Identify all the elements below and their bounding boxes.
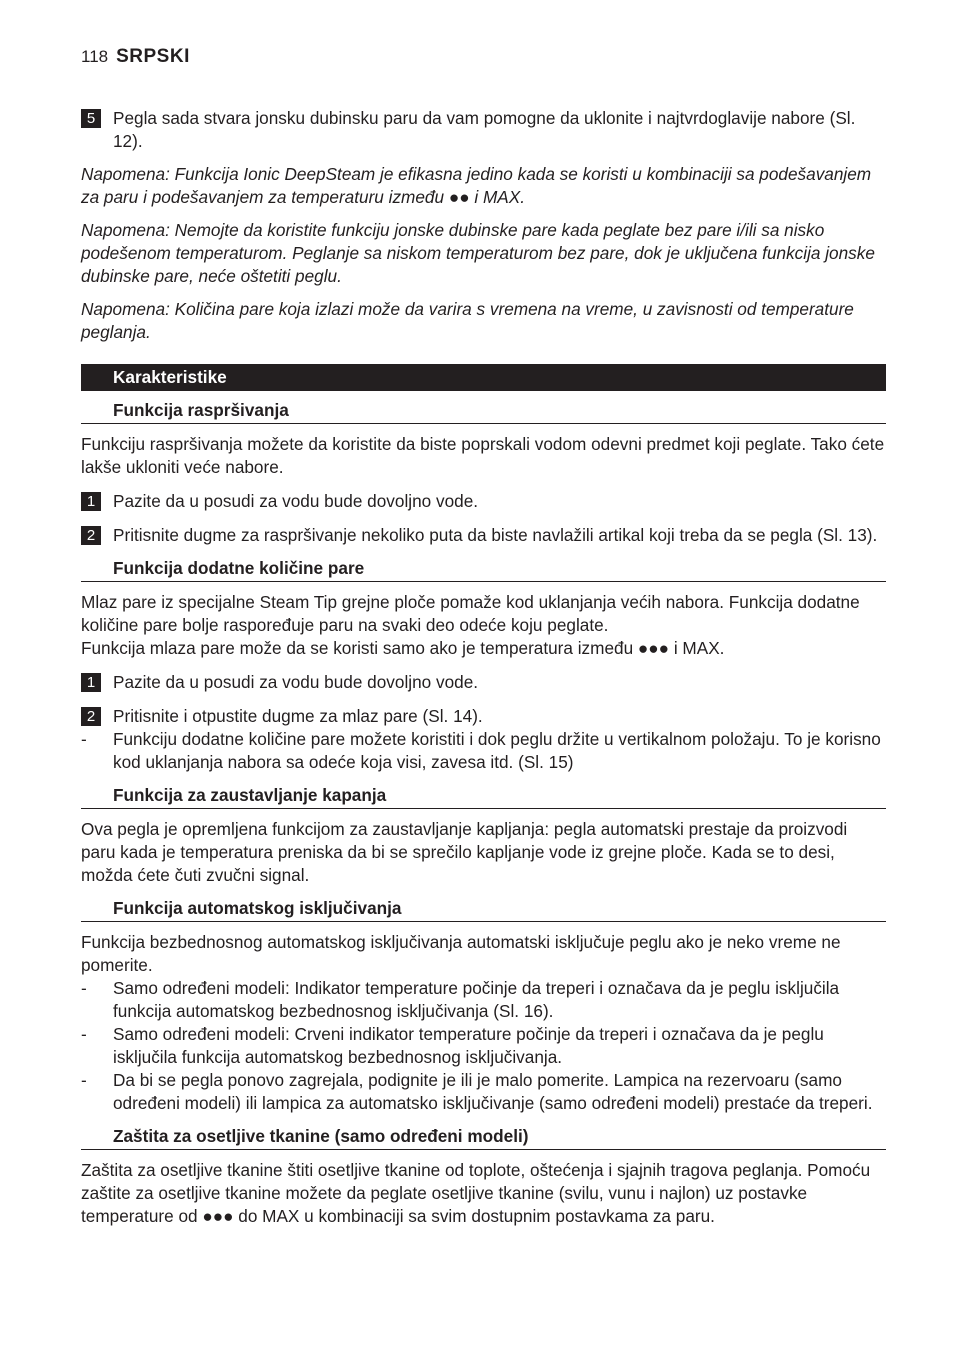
subsection-title: Funkcija dodatne količine pare — [81, 557, 886, 582]
step-number: 2 — [81, 526, 101, 545]
dash-text: Da bi se pegla ponovo zagrejala, podignite je ili je malo pomerite. Lampica na rezervoaru (samo određeni modeli) ili lampica za automatsko isključivanje (samo određeni modeli) prestaće da treperi. — [113, 1070, 873, 1113]
language-label: SRPSKI — [116, 46, 190, 67]
dash-item: - Funkciju dodatne količine pare možete koristiti i dok peglu držite u vertikalnom položaju. To je korisno kod uklanjanja nabora sa odeće koja visi, zavesa itd. (Sl. 15) — [81, 728, 886, 774]
step-item — [81, 490, 886, 513]
step-number: 1 — [81, 492, 101, 511]
subsection-title: Funkcija automatskog isključivanja — [81, 897, 886, 922]
note: Napomena: Nemojte da koristite funkciju jonske dubinske pare kada peglate bez pare i/ili sa nisko podešenom temperaturom. Peglanje sa niskom temperaturom bez pare, dok je uključena funkcija jonske dubinske pare, neće oštetiti peglu. — [81, 220, 875, 286]
step-number: 2 — [81, 707, 101, 726]
dash-text: Samo određeni modeli: Indikator temperature počinje da treperi i označava da je peglu isključila funkcija automatskog bezbednosnog isključivanja (Sl. 16). — [113, 978, 840, 1021]
manual-page — [81, 46, 886, 1228]
dash-item: - Samo određeni modeli: Crveni indikator temperature počinje da treperi i označava da je peglu isključila funkcija automatskog bezbednosnog isključivanja. — [81, 1023, 886, 1069]
step-text: Pritisnite dugme za raspršivanje nekoliko puta da biste navlažili artikal koji treba da se pegla (Sl. 13). — [113, 525, 878, 545]
step-number: 5 — [81, 109, 101, 128]
dash-item: - Samo određeni modeli: Indikator temperature počinje da treperi i označava da je peglu isključila funkcija automatskog bezbednosnog isključivanja (Sl. 16). — [81, 977, 886, 1023]
dash-item: - Da bi se pegla ponovo zagrejala, podignite je ili je malo pomerite. Lampica na rezervoaru (samo određeni modeli) ili lampica za automatsko isključivanje (samo određeni modeli) prestaće da treperi. — [81, 1069, 886, 1115]
paragraph: Ova pegla je opremljena funkcijom za zaustavljanje kapljanja: pegla automatski prestaje da proizvodi paru kada je temperatura preniska da bi se sprečilo kapljanje vode iz grejne ploče. Kada se to desi, možda ćete čuti zvučni signal. — [81, 819, 848, 885]
subsection-title: Funkcija raspršivanja — [81, 399, 886, 424]
paragraph: Funkcija bezbednosnog automatskog isključivanja automatski isključuje peglu ako je neko vreme ne pomerite. — [81, 932, 841, 975]
paragraph: Zaštita za osetljive tkanine štiti osetljive tkanine od toplote, oštećenja i sjajnih tragova peglanja. Pomoću zaštite za osetljive tkanine možete da peglate osetljive tkanine (svilu, vunu i najlon) uz postavke temperature od ●●● do MAX u kombinaciji sa svim dostupnim postavkama za paru. — [81, 1160, 871, 1226]
dash-text: Samo određeni modeli: Crveni indikator temperature počinje da treperi i označava da je peglu isključila funkcija automatskog bezbednosnog isključivanja. — [113, 1024, 824, 1067]
page-header — [81, 46, 886, 76]
paragraph: Funkciju raspršivanja možete da koristite da biste poprskali vodom odevni predmet koji peglate. Tako ćete lakše ukloniti veće nabore. — [81, 434, 885, 477]
subsection-title: Funkcija za zaustavljanje kapanja — [81, 784, 886, 809]
section-title: Karakteristike — [81, 364, 886, 391]
step-text: Pazite da u posudi za vodu bude dovoljno vode. — [113, 672, 479, 692]
step-item — [81, 524, 886, 547]
note: Napomena: Funkcija Ionic DeepSteam je efikasna jedino kada se koristi u kombinaciji sa podešavanjem za paru i podešavanjem za temperaturu između ●● i MAX. — [81, 164, 872, 207]
step-item — [81, 671, 886, 694]
paragraph: Mlaz pare iz specijalne Steam Tip grejne ploče pomaže kod uklanjanja većih nabora. Funkcija dodatne količine pare bolje raspoređuje paru na svaki deo odeće koju peglate. — [81, 592, 860, 635]
step-text: Pritisnite i otpustite dugme za mlaz pare (Sl. 14). — [113, 706, 483, 726]
dash-text: Funkciju dodatne količine pare možete koristiti i dok peglu držite u vertikalnom položaju. To je korisno kod uklanjanja nabora sa odeće koja visi, zavesa itd. (Sl. 15) — [113, 729, 881, 772]
step-text: Pegla sada stvara jonsku dubinsku paru da vam pomogne da uklonite i najtvrdoglavije nabore (Sl. 12). — [113, 108, 856, 151]
step-item — [81, 705, 886, 728]
page-number: 118 — [81, 47, 109, 66]
note: Napomena: Količina pare koja izlazi može da varira s vremena na vreme, u zavisnosti od temperature peglanja. — [81, 299, 854, 342]
subsection-title: Zaštita za osetljive tkanine (samo određeni modeli) — [81, 1125, 886, 1150]
step-item — [81, 107, 886, 153]
step-text: Pazite da u posudi za vodu bude dovoljno vode. — [113, 491, 479, 511]
paragraph: Funkcija mlaza pare može da se koristi samo ako je temperatura između ●●● i MAX. — [81, 638, 725, 658]
step-number: 1 — [81, 673, 101, 692]
